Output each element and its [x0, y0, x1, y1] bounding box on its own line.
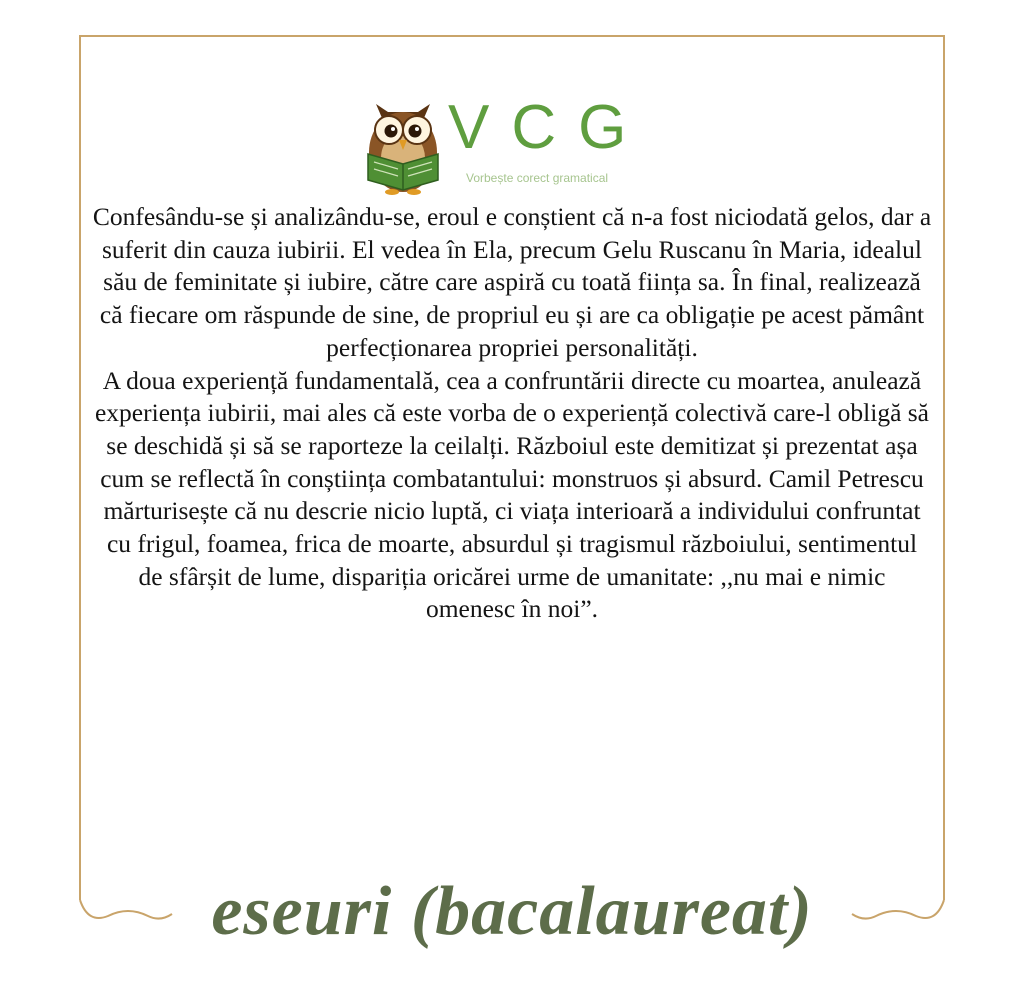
vcg-logo — [362, 92, 662, 196]
essay-paragraph-2: A doua experiență fundamentală, cea a confruntării directe cu moartea, anulează experiența iubirii, mai ales că este vorba de o experiență colectivă care-l obligă să se deschidă și să se raporteze la ceilalți. Războiul este demitizat și prezentat așa cum se reflectă în conștiința combatantului: monstruos și absurd. Camil Petrescu mărturisește că nu descrie nicio luptă, ci viața interioară a individului confruntat cu frigul, foamea, frica de moarte, absurdul și tragismul războiului, sentimentul de sfârșit de lume, dispariția oricărei urme de umanitate: ,,nu mai e nimic omenesc în noi”. — [94, 365, 930, 624]
owl-reading-book-icon — [362, 92, 444, 196]
essay-text — [92, 201, 932, 626]
brand-tagline: Vorbește corect gramatical — [466, 171, 609, 185]
brand-name: VCG — [448, 93, 649, 162]
footer-title: eseuri (bacalaureat) — [211, 873, 813, 950]
essay-paragraph-1: Confesându-se și analizându-se, eroul e conștient că n-a fost niciodată gelos, dar a suferit din cauza iubirii. El vedea în Ela, precum Gelu Ruscanu în Maria, idealul său de feminitate și iubire, către care aspiră cu toată ființa sa. În final, realizează că fiecare om răspunde de sine, de propriul eu și are ca obligație pe acest pământ perfecționarea propriei personalități. — [92, 202, 932, 362]
